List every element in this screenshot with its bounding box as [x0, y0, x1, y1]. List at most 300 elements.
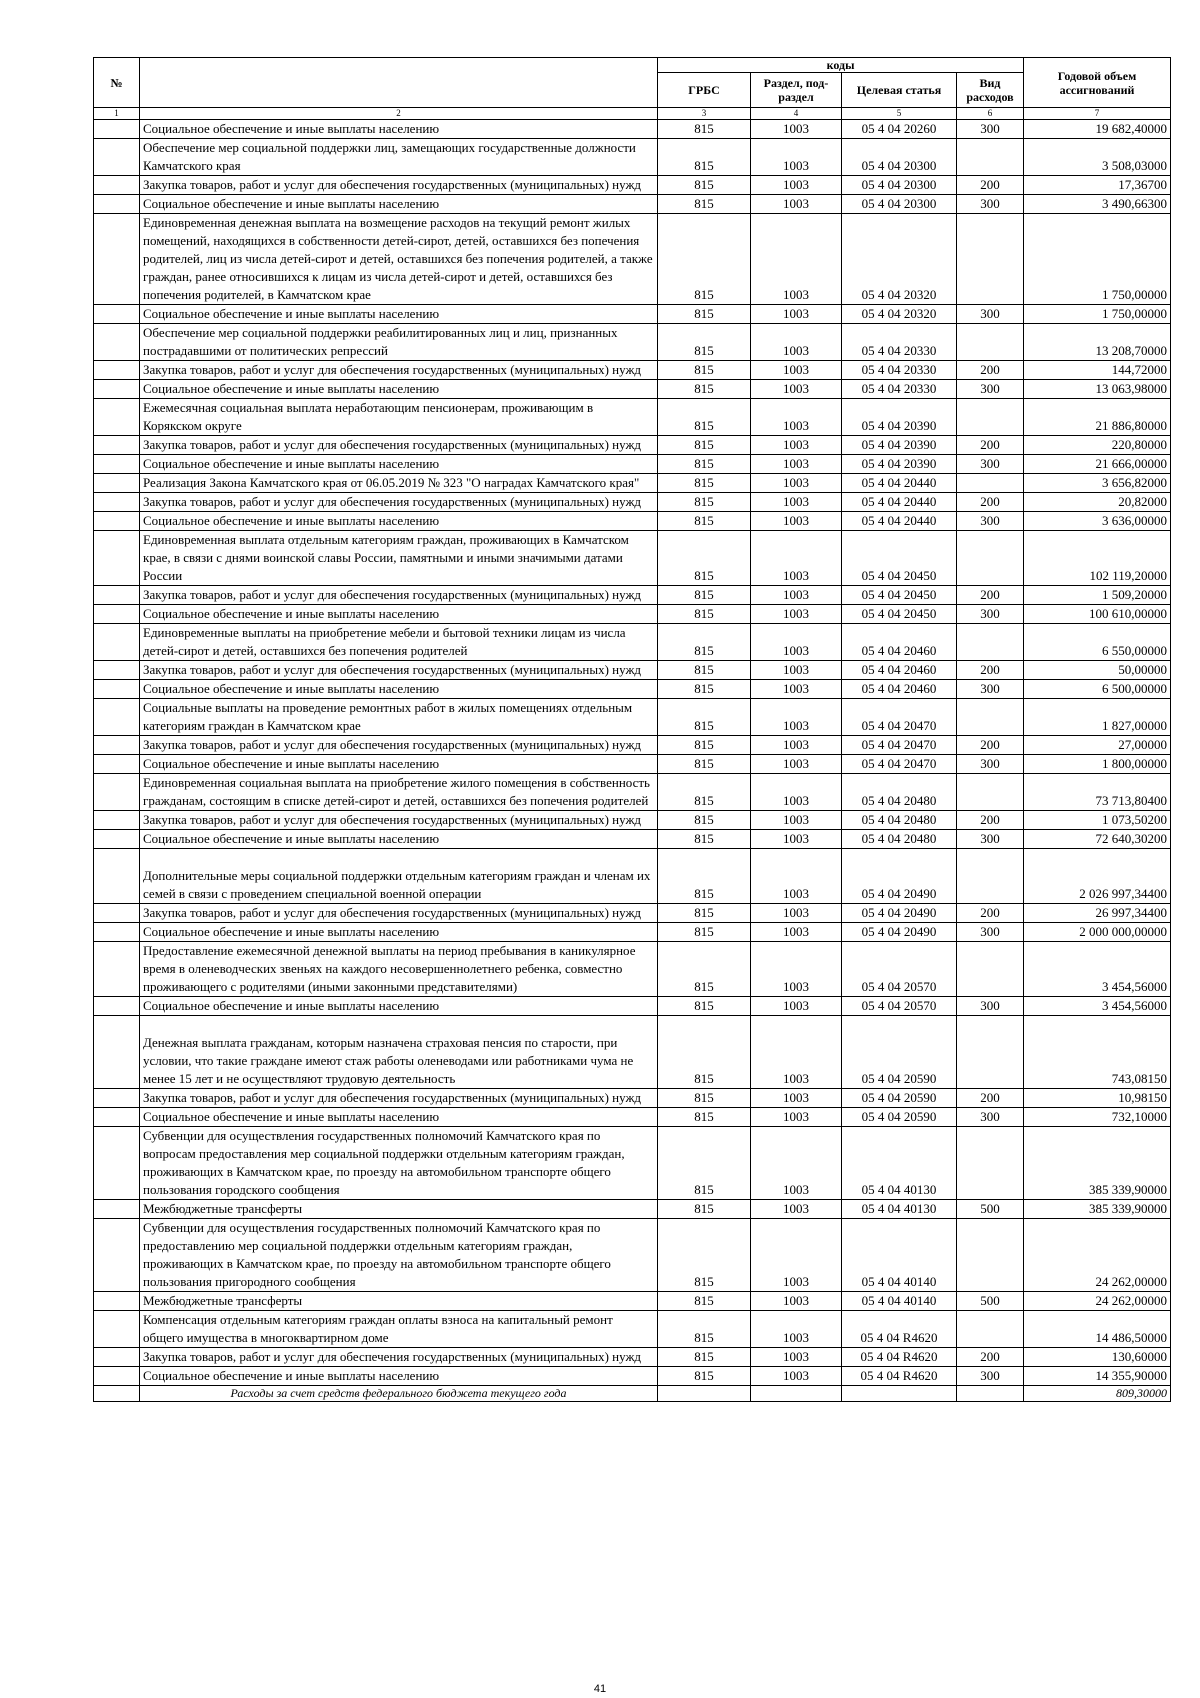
item-name: Единовременная выплата отдельным категориям граждан, проживающих в Камчатском крае, в связи с днями воинской славы России, памятными и иными значимыми датами России	[140, 531, 658, 586]
item-name: Социальное обеспечение и иные выплаты населению	[140, 512, 658, 531]
amount-cell: 24 262,00000	[1024, 1219, 1171, 1292]
target-cell: 05 4 04 20390	[842, 399, 957, 436]
target-cell: 05 4 04 20450	[842, 586, 957, 605]
item-name: Социальное обеспечение и иные выплаты населению	[140, 1108, 658, 1127]
section-cell: 1003	[751, 214, 842, 305]
item-name: Социальное обеспечение и иные выплаты населению	[140, 605, 658, 624]
section-cell: 1003	[751, 455, 842, 474]
row-number-cell	[94, 1200, 140, 1219]
grbs-cell: 815	[658, 120, 751, 139]
grbs-cell: 815	[658, 139, 751, 176]
target-cell: 05 4 04 20390	[842, 455, 957, 474]
target-cell: 05 4 04 20330	[842, 361, 957, 380]
table-row	[94, 1292, 1171, 1311]
amount-cell: 1 800,00000	[1024, 755, 1171, 774]
amount-cell: 743,08150	[1024, 1016, 1171, 1089]
table-row	[94, 195, 1171, 214]
target-cell: 05 4 04 R4620	[842, 1348, 957, 1367]
row-number-cell	[94, 512, 140, 531]
kind-cell: 200	[957, 361, 1024, 380]
kind-cell: 300	[957, 120, 1024, 139]
amount-cell: 2 026 997,34400	[1024, 849, 1171, 904]
target-cell: 05 4 04 40140	[842, 1292, 957, 1311]
row-number-cell	[94, 399, 140, 436]
section-cell: 1003	[751, 305, 842, 324]
amount-cell: 50,00000	[1024, 661, 1171, 680]
row-number-cell	[94, 624, 140, 661]
amount-cell: 144,72000	[1024, 361, 1171, 380]
kind-cell	[957, 942, 1024, 997]
section-cell: 1003	[751, 755, 842, 774]
amount-cell: 19 682,40000	[1024, 120, 1171, 139]
kind-cell: 200	[957, 904, 1024, 923]
number-column-header: №	[94, 58, 140, 108]
section-column-header: Раздел, под-раздел	[751, 73, 842, 108]
table-row	[94, 736, 1171, 755]
table-row	[94, 849, 1171, 904]
target-cell: 05 4 04 20450	[842, 531, 957, 586]
amount-cell: 20,82000	[1024, 493, 1171, 512]
federal-budget-label: Расходы за счет средств федерального бюджета текущего года	[140, 1386, 658, 1402]
item-name: Социальное обеспечение и иные выплаты населению	[140, 120, 658, 139]
table-row	[94, 811, 1171, 830]
amount-cell: 13 208,70000	[1024, 324, 1171, 361]
section-cell: 1003	[751, 176, 842, 195]
table-row	[94, 830, 1171, 849]
amount-cell: 3 656,82000	[1024, 474, 1171, 493]
kind-cell: 200	[957, 493, 1024, 512]
table-row	[94, 774, 1171, 811]
item-name: Социальные выплаты на проведение ремонтных работ в жилых помещениях отдельным категориям граждан в Камчатском крае	[140, 699, 658, 736]
kind-cell: 200	[957, 586, 1024, 605]
amount-cell: 73 713,80400	[1024, 774, 1171, 811]
name-column-header	[140, 58, 658, 108]
item-name: Социальное обеспечение и иные выплаты населению	[140, 455, 658, 474]
target-cell: 05 4 04 20260	[842, 120, 957, 139]
item-name: Закупка товаров, работ и услуг для обеспечения государственных (муниципальных) нужд	[140, 736, 658, 755]
kind-cell: 300	[957, 605, 1024, 624]
amount-cell: 10,98150	[1024, 1089, 1171, 1108]
target-cell: 05 4 04 20460	[842, 624, 957, 661]
row-number-cell	[94, 923, 140, 942]
column-number: 7	[1024, 108, 1171, 120]
kind-cell	[957, 474, 1024, 493]
section-cell: 1003	[751, 605, 842, 624]
kind-cell: 300	[957, 830, 1024, 849]
target-cell	[842, 1386, 957, 1402]
amount-cell: 3 508,03000	[1024, 139, 1171, 176]
kind-cell: 500	[957, 1292, 1024, 1311]
grbs-cell: 815	[658, 923, 751, 942]
page-number: 41	[593, 1683, 607, 1695]
table-row	[94, 904, 1171, 923]
section-cell: 1003	[751, 399, 842, 436]
grbs-cell: 815	[658, 680, 751, 699]
table-row	[94, 586, 1171, 605]
target-cell: 05 4 04 20460	[842, 680, 957, 699]
amount-cell: 3 636,00000	[1024, 512, 1171, 531]
amount-cell: 14 355,90000	[1024, 1367, 1171, 1386]
table-row	[94, 531, 1171, 586]
grbs-cell: 815	[658, 755, 751, 774]
grbs-cell: 815	[658, 436, 751, 455]
target-cell: 05 4 04 20440	[842, 512, 957, 531]
kind-cell	[957, 531, 1024, 586]
grbs-column-header: ГРБС	[658, 73, 751, 108]
target-cell: 05 4 04 20320	[842, 305, 957, 324]
row-number-cell	[94, 380, 140, 399]
grbs-cell: 815	[658, 1089, 751, 1108]
item-name: Закупка товаров, работ и услуг для обеспечения государственных (муниципальных) нужд	[140, 904, 658, 923]
kind-cell: 200	[957, 1089, 1024, 1108]
item-name: Субвенции для осуществления государственных полномочий Камчатского края по вопросам предоставления мер социальной поддержки отдельным категориям граждан, проживающих в Камчатском крае, по проезду на автомобильном транспорте общего пользования городского сообщения	[140, 1127, 658, 1200]
amount-cell: 1 509,20000	[1024, 586, 1171, 605]
target-cell: 05 4 04 20490	[842, 923, 957, 942]
grbs-cell: 815	[658, 1127, 751, 1200]
row-number-cell	[94, 1108, 140, 1127]
table-row	[94, 624, 1171, 661]
amount-cell: 24 262,00000	[1024, 1292, 1171, 1311]
grbs-cell: 815	[658, 586, 751, 605]
grbs-cell: 815	[658, 1367, 751, 1386]
table-row	[94, 755, 1171, 774]
row-number-cell	[94, 531, 140, 586]
table-row	[94, 474, 1171, 493]
column-number: 6	[957, 108, 1024, 120]
row-number-cell	[94, 493, 140, 512]
kind-cell	[957, 1016, 1024, 1089]
section-cell: 1003	[751, 661, 842, 680]
item-name: Закупка товаров, работ и услуг для обеспечения государственных (муниципальных) нужд	[140, 811, 658, 830]
amount-cell: 385 339,90000	[1024, 1200, 1171, 1219]
item-name: Социальное обеспечение и иные выплаты населению	[140, 305, 658, 324]
section-cell: 1003	[751, 1348, 842, 1367]
amount-cell: 385 339,90000	[1024, 1127, 1171, 1200]
table-row	[94, 324, 1171, 361]
target-cell: 05 4 04 20300	[842, 176, 957, 195]
kind-cell	[957, 214, 1024, 305]
column-number: 1	[94, 108, 140, 120]
table-row	[94, 399, 1171, 436]
amount-cell: 6 500,00000	[1024, 680, 1171, 699]
section-cell: 1003	[751, 1108, 842, 1127]
kind-cell: 500	[957, 1200, 1024, 1219]
amount-cell: 17,36700	[1024, 176, 1171, 195]
target-cell: 05 4 04 20490	[842, 904, 957, 923]
table-row	[94, 305, 1171, 324]
kind-cell: 300	[957, 1108, 1024, 1127]
target-cell: 05 4 04 20440	[842, 474, 957, 493]
item-name: Закупка товаров, работ и услуг для обеспечения государственных (муниципальных) нужд	[140, 586, 658, 605]
grbs-cell: 815	[658, 493, 751, 512]
kind-cell: 300	[957, 305, 1024, 324]
section-cell: 1003	[751, 512, 842, 531]
codes-group-header: коды	[658, 58, 1024, 73]
table-row	[94, 1200, 1171, 1219]
item-name: Закупка товаров, работ и услуг для обеспечения государственных (муниципальных) нужд	[140, 1348, 658, 1367]
target-cell: 05 4 04 20570	[842, 942, 957, 997]
item-name: Закупка товаров, работ и услуг для обеспечения государственных (муниципальных) нужд	[140, 436, 658, 455]
section-cell: 1003	[751, 699, 842, 736]
section-cell: 1003	[751, 361, 842, 380]
grbs-cell	[658, 1386, 751, 1402]
target-cell: 05 4 04 40140	[842, 1219, 957, 1292]
item-name: Реализация Закона Камчатского края от 06.05.2019 № 323 "О наградах Камчатского края"	[140, 474, 658, 493]
section-cell: 1003	[751, 493, 842, 512]
table-row	[94, 176, 1171, 195]
target-cell: 05 4 04 20470	[842, 699, 957, 736]
budget-table-sheet	[93, 57, 1170, 1402]
grbs-cell: 815	[658, 512, 751, 531]
table-row	[94, 455, 1171, 474]
section-cell: 1003	[751, 1127, 842, 1200]
kind-cell	[957, 774, 1024, 811]
kind-cell	[957, 324, 1024, 361]
grbs-cell: 815	[658, 699, 751, 736]
row-number-cell	[94, 811, 140, 830]
section-cell: 1003	[751, 811, 842, 830]
section-cell	[751, 1386, 842, 1402]
grbs-cell: 815	[658, 1311, 751, 1348]
row-number-cell	[94, 1219, 140, 1292]
row-number-cell	[94, 1016, 140, 1089]
row-number-cell	[94, 305, 140, 324]
grbs-cell: 815	[658, 661, 751, 680]
grbs-cell: 815	[658, 849, 751, 904]
section-cell: 1003	[751, 774, 842, 811]
table-row	[94, 1108, 1171, 1127]
amount-cell: 3 454,56000	[1024, 942, 1171, 997]
amount-cell: 1 750,00000	[1024, 305, 1171, 324]
federal-budget-row	[94, 1386, 1171, 1402]
amount-cell: 3 454,56000	[1024, 997, 1171, 1016]
section-cell: 1003	[751, 624, 842, 661]
kind-cell: 200	[957, 736, 1024, 755]
grbs-cell: 815	[658, 1348, 751, 1367]
section-cell: 1003	[751, 904, 842, 923]
row-number-cell	[94, 474, 140, 493]
target-cell: 05 4 04 20480	[842, 830, 957, 849]
column-number: 2	[140, 108, 658, 120]
header-row-top	[94, 58, 1171, 73]
table-row	[94, 1219, 1171, 1292]
table-row	[94, 214, 1171, 305]
kind-cell: 300	[957, 923, 1024, 942]
kind-cell: 200	[957, 1348, 1024, 1367]
grbs-cell: 815	[658, 774, 751, 811]
target-cell: 05 4 04 20480	[842, 774, 957, 811]
table-row	[94, 1367, 1171, 1386]
section-cell: 1003	[751, 923, 842, 942]
table-row	[94, 699, 1171, 736]
budget-table	[93, 57, 1171, 1402]
table-row	[94, 512, 1171, 531]
row-number-cell	[94, 139, 140, 176]
amount-cell: 13 063,98000	[1024, 380, 1171, 399]
row-number-cell	[94, 830, 140, 849]
row-number-cell	[94, 1127, 140, 1200]
item-name: Социальное обеспечение и иные выплаты населению	[140, 1367, 658, 1386]
section-cell: 1003	[751, 1367, 842, 1386]
kind-cell: 200	[957, 661, 1024, 680]
item-name: Единовременная социальная выплата на приобретение жилого помещения в собственность гражданам, состоящим в списке детей-сирот и детей, оставшихся без попечения родителей	[140, 774, 658, 811]
grbs-cell: 815	[658, 531, 751, 586]
table-row	[94, 923, 1171, 942]
item-name: Денежная выплата гражданам, которым назначена страховая пенсия по старости, при условии, что такие граждане имеют стаж работы оленеводами или работниками чума не менее 15 лет и не осуществляют трудовую деятельность	[140, 1016, 658, 1089]
kind-cell	[957, 849, 1024, 904]
target-cell: 05 4 04 20470	[842, 755, 957, 774]
row-number-cell	[94, 214, 140, 305]
amount-cell: 14 486,50000	[1024, 1311, 1171, 1348]
row-number-cell	[94, 699, 140, 736]
kind-cell: 300	[957, 680, 1024, 699]
row-number-cell	[94, 1386, 140, 1402]
item-name: Закупка товаров, работ и услуг для обеспечения государственных (муниципальных) нужд	[140, 493, 658, 512]
section-cell: 1003	[751, 997, 842, 1016]
row-number-cell	[94, 324, 140, 361]
amount-cell: 732,10000	[1024, 1108, 1171, 1127]
grbs-cell: 815	[658, 1219, 751, 1292]
table-row	[94, 997, 1171, 1016]
column-number-row	[94, 108, 1171, 120]
amount-cell: 2 000 000,00000	[1024, 923, 1171, 942]
item-name: Компенсация отдельным категориям граждан оплаты взноса на капитальный ремонт общего имущества в многоквартирном доме	[140, 1311, 658, 1348]
grbs-cell: 815	[658, 811, 751, 830]
row-number-cell	[94, 1367, 140, 1386]
target-cell: 05 4 04 20480	[842, 811, 957, 830]
target-cell: 05 4 04 20470	[842, 736, 957, 755]
item-name: Дополнительные меры социальной поддержки отдельным категориям граждан и членам их семей в связи с проведением специальной военной операции	[140, 849, 658, 904]
row-number-cell	[94, 942, 140, 997]
section-cell: 1003	[751, 680, 842, 699]
item-name: Социальное обеспечение и иные выплаты населению	[140, 680, 658, 699]
column-number: 3	[658, 108, 751, 120]
row-number-cell	[94, 904, 140, 923]
amount-cell: 1 073,50200	[1024, 811, 1171, 830]
row-number-cell	[94, 455, 140, 474]
kind-cell: 300	[957, 755, 1024, 774]
section-cell: 1003	[751, 849, 842, 904]
item-name: Закупка товаров, работ и услуг для обеспечения государственных (муниципальных) нужд	[140, 661, 658, 680]
section-cell: 1003	[751, 1200, 842, 1219]
table-body	[94, 120, 1171, 1386]
grbs-cell: 815	[658, 997, 751, 1016]
amount-cell: 3 490,66300	[1024, 195, 1171, 214]
item-name: Субвенции для осуществления государственных полномочий Камчатского края по предоставлению мер социальной поддержки отдельным категориям граждан, проживающих в Камчатском крае, по проезду на автомобильном транспорте общего пользования пригородного сообщения	[140, 1219, 658, 1292]
row-number-cell	[94, 120, 140, 139]
grbs-cell: 815	[658, 214, 751, 305]
kind-cell	[957, 139, 1024, 176]
target-cell: 05 4 04 20450	[842, 605, 957, 624]
row-number-cell	[94, 661, 140, 680]
item-name: Закупка товаров, работ и услуг для обеспечения государственных (муниципальных) нужд	[140, 361, 658, 380]
amount-cell: 100 610,00000	[1024, 605, 1171, 624]
target-cell: 05 4 04 20320	[842, 214, 957, 305]
item-name: Обеспечение мер социальной поддержки лиц, замещающих государственные должности Камчатского края	[140, 139, 658, 176]
amount-cell: 130,60000	[1024, 1348, 1171, 1367]
row-number-cell	[94, 736, 140, 755]
section-cell: 1003	[751, 380, 842, 399]
row-number-cell	[94, 361, 140, 380]
column-number: 4	[751, 108, 842, 120]
section-cell: 1003	[751, 1089, 842, 1108]
item-name: Социальное обеспечение и иные выплаты населению	[140, 923, 658, 942]
section-cell: 1003	[751, 324, 842, 361]
table-row	[94, 942, 1171, 997]
section-cell: 1003	[751, 942, 842, 997]
amount-cell: 6 550,00000	[1024, 624, 1171, 661]
target-cell: 05 4 04 R4620	[842, 1367, 957, 1386]
item-name: Предоставление ежемесячной денежной выплаты на период пребывания в каникулярное время в оленеводческих звеньях на каждого несовершеннолетнего ребенка, совместно проживающего с родителями (иными законными представителями)	[140, 942, 658, 997]
item-name: Социальное обеспечение и иные выплаты населению	[140, 997, 658, 1016]
target-cell: 05 4 04 20590	[842, 1089, 957, 1108]
grbs-cell: 815	[658, 361, 751, 380]
item-name: Закупка товаров, работ и услуг для обеспечения государственных (муниципальных) нужд	[140, 1089, 658, 1108]
kind-cell	[957, 1219, 1024, 1292]
kind-cell	[957, 699, 1024, 736]
grbs-cell: 815	[658, 195, 751, 214]
grbs-cell: 815	[658, 736, 751, 755]
grbs-cell: 815	[658, 176, 751, 195]
section-cell: 1003	[751, 1219, 842, 1292]
table-row	[94, 493, 1171, 512]
amount-cell: 26 997,34400	[1024, 904, 1171, 923]
grbs-cell: 815	[658, 1016, 751, 1089]
grbs-cell: 815	[658, 1200, 751, 1219]
item-name: Межбюджетные трансферты	[140, 1292, 658, 1311]
amount-cell: 72 640,30200	[1024, 830, 1171, 849]
kind-cell: 300	[957, 380, 1024, 399]
table-row	[94, 380, 1171, 399]
section-cell: 1003	[751, 139, 842, 176]
target-cell: 05 4 04 20590	[842, 1108, 957, 1127]
grbs-cell: 815	[658, 305, 751, 324]
amount-cell: 1 827,00000	[1024, 699, 1171, 736]
grbs-cell: 815	[658, 942, 751, 997]
grbs-cell: 815	[658, 1292, 751, 1311]
kind-cell	[957, 1311, 1024, 1348]
table-row	[94, 680, 1171, 699]
kind-cell: 300	[957, 455, 1024, 474]
target-cell: 05 4 04 40130	[842, 1127, 957, 1200]
section-cell: 1003	[751, 830, 842, 849]
section-cell: 1003	[751, 195, 842, 214]
section-cell: 1003	[751, 1292, 842, 1311]
item-name: Ежемесячная социальная выплата неработающим пенсионерам, проживающим в Корякском округе	[140, 399, 658, 436]
table-row	[94, 1311, 1171, 1348]
target-cell: 05 4 04 40130	[842, 1200, 957, 1219]
item-name: Межбюджетные трансферты	[140, 1200, 658, 1219]
kind-cell: 200	[957, 436, 1024, 455]
row-number-cell	[94, 1311, 140, 1348]
target-cell: 05 4 04 R4620	[842, 1311, 957, 1348]
table-row	[94, 661, 1171, 680]
row-number-cell	[94, 176, 140, 195]
grbs-cell: 815	[658, 904, 751, 923]
item-name: Закупка товаров, работ и услуг для обеспечения государственных (муниципальных) нужд	[140, 176, 658, 195]
row-number-cell	[94, 605, 140, 624]
row-number-cell	[94, 1348, 140, 1367]
amount-cell: 220,80000	[1024, 436, 1171, 455]
kind-cell: 300	[957, 997, 1024, 1016]
kind-cell	[957, 1127, 1024, 1200]
item-name: Единовременные выплаты на приобретение мебели и бытовой техники лицам из числа детей-сирот и детей, оставшихся без попечения родителей	[140, 624, 658, 661]
item-name: Социальное обеспечение и иные выплаты населению	[140, 755, 658, 774]
amount-cell: 27,00000	[1024, 736, 1171, 755]
target-cell: 05 4 04 20590	[842, 1016, 957, 1089]
row-number-cell	[94, 436, 140, 455]
row-number-cell	[94, 1292, 140, 1311]
